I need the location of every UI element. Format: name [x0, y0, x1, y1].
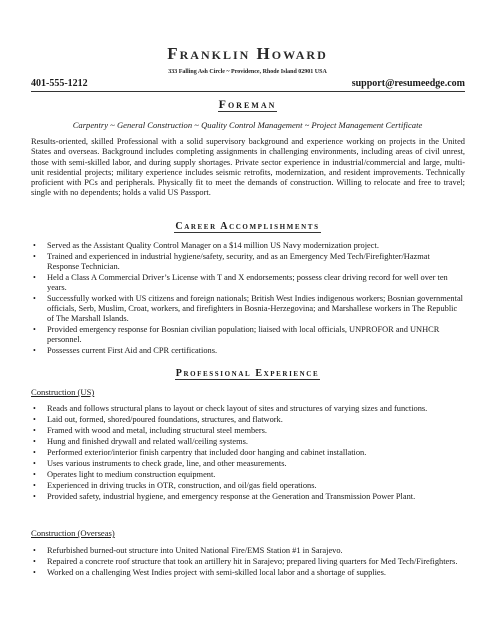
list-item: • Successfully worked with US citizens and foreign nationals; British West Indies indigenous workers; Bosnian governmental officials, Serb, Muslim, Croat, workers, and firefighters in Bosnia-Herzegovina; and Marshallese workers in The Republic of The Marshall Islands. — [47, 294, 463, 324]
list-item: • Provided safety, industrial hygiene, and emergency response at the Generation and Transmission Power Plant. — [47, 492, 463, 502]
career-accomplishments-heading — [0, 221, 495, 232]
list-item: • Performed exterior/interior finish carpentry that included door hanging and cabinet installation. — [47, 448, 463, 458]
list-item: • Served as the Assistant Quality Control Manager on a $14 million US Navy modernization project. — [47, 241, 463, 251]
specialties-line: Carpentry ~ General Construction ~ Quality Control Management ~ Project Management Certificate — [72, 120, 423, 130]
professional-experience-heading — [0, 368, 495, 379]
construction-us-heading: Construction (US) — [31, 387, 95, 397]
email-address: support@resumeedge.com — [351, 78, 465, 89]
construction-us-list — [31, 404, 463, 503]
list-item: • Uses various instruments to check grade, line, and other measurements. — [47, 459, 463, 469]
header-divider — [31, 91, 465, 92]
list-item: • Possesses current First Aid and CPR certifications. — [47, 346, 463, 356]
list-item: • Experienced in driving trucks in OTR, construction, and oil/gas field operations. — [47, 481, 463, 491]
list-item: • Reads and follows structural plans to layout or check layout of sites and structures of varying sizes and functions. — [47, 404, 463, 414]
job-title-heading — [0, 97, 495, 112]
mailing-address: 333 Falling Ash Circle ~ Providence, Rhode Island 02901 USA — [168, 69, 327, 75]
construction-overseas-heading: Construction (Overseas) — [31, 528, 115, 538]
professional-summary: Results-oriented, skilled Professional with a solid supervisory background and experience working on projects in the United States and overseas. Background includes completing assignments in challenging environments, including areas of civil unrest, those with semi-skilled labor, and during supply shortages. Private sector experience in industrial/commercial and large, multi-unit residential projects; military experience includes seismic retrofits, modernization, and resident improvements. Technically proficient with PCs and peripherals. Physically fit to meet the demands of construction. Willing to relocate and free to travel; single with no dependents; holds a valid US Passport. — [31, 137, 465, 198]
list-item: • Repaired a concrete roof structure that took an artillery hit in Sarajevo; prepared living quarters for Med Tech/Firefighters. — [47, 557, 463, 567]
accomplishments-list — [31, 241, 463, 357]
list-item: • Held a Class A Commercial Driver’s License with T and X endorsements; possess clear driving record for well over ten years. — [47, 273, 463, 293]
phone-number: 401-555-1212 — [31, 78, 88, 89]
list-item: • Framed with wood and metal, including structural steel members. — [47, 426, 463, 436]
list-item: • Laid out, formed, shored/poured foundations, structures, and flatwork. — [47, 415, 463, 425]
list-item: • Operates light to medium construction equipment. — [47, 470, 463, 480]
candidate-name: Franklin Howard — [167, 44, 328, 63]
list-item: • Trained and experienced in industrial hygiene/safety, security, and as an Emergency Med Tech/Firefighter/Hazmat Response Technician. — [47, 252, 463, 272]
contact-row — [31, 78, 465, 89]
construction-overseas-list — [31, 546, 463, 579]
professional-experience-title: Professional Experience — [175, 368, 320, 379]
career-accomplishments-title: Career Accomplishments — [175, 221, 320, 232]
list-item: • Worked on a challenging West Indies project with semi-skilled local labor and a shortage of supplies. — [47, 568, 463, 578]
job-title-text: Foreman — [218, 97, 277, 111]
list-item: • Provided emergency response for Bosnian civilian population; liaised with local officials, UNPROFOR and UNHCR personnel. — [47, 325, 463, 345]
list-item: • Refurbished burned-out structure into United National Fire/EMS Station #1 in Sarajevo. — [47, 546, 463, 556]
list-item: • Hung and finished drywall and related wall/ceiling systems. — [47, 437, 463, 447]
